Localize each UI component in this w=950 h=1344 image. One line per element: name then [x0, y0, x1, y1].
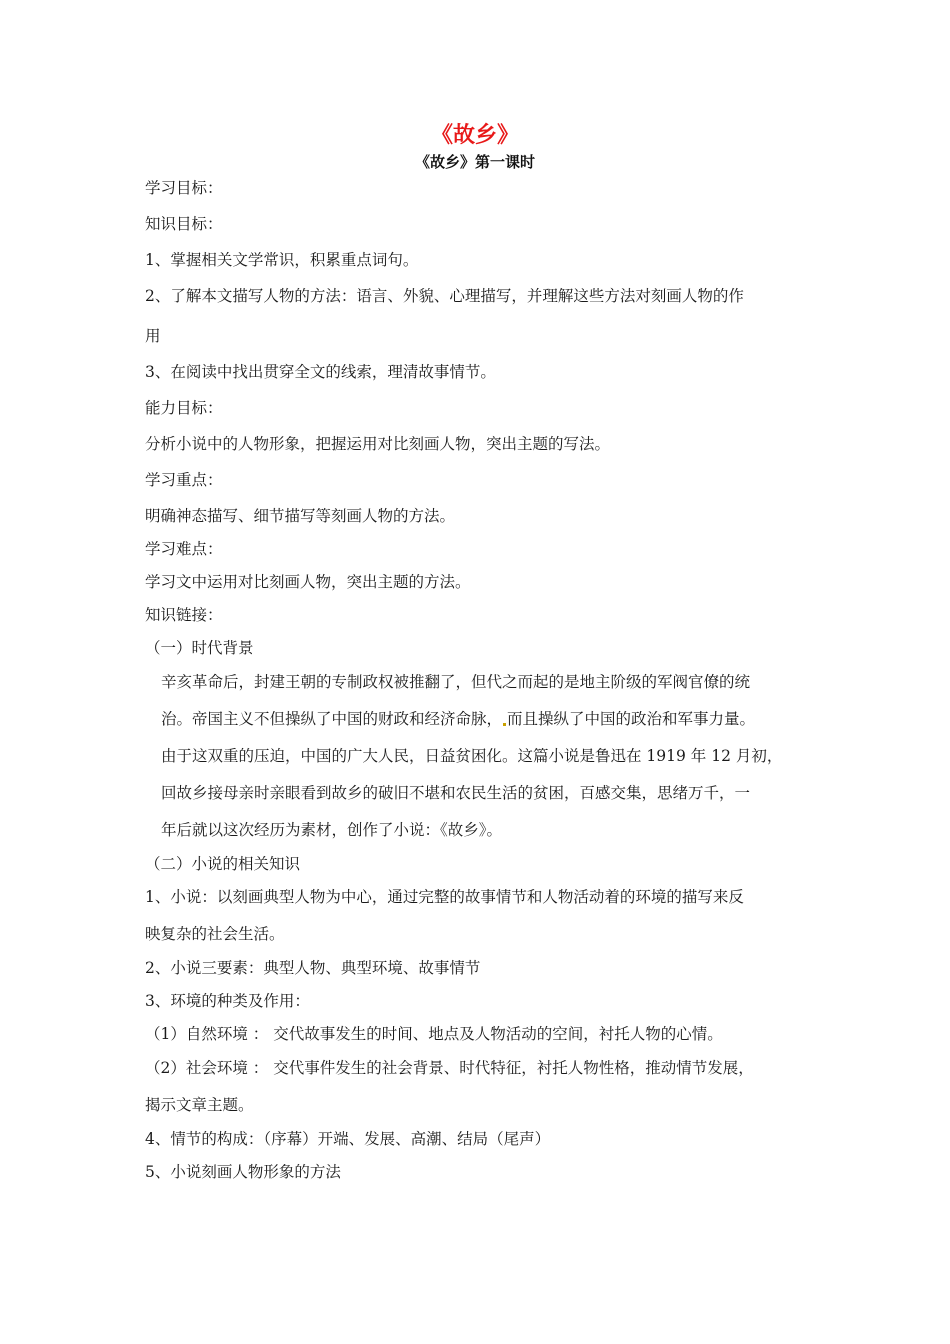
knowledge-goal-1: 1、掌握相关文学常识，积累重点词句。	[145, 251, 419, 269]
background-para-line-2	[161, 708, 755, 730]
section-novel-knowledge: （二）小说的相关知识	[145, 855, 301, 873]
heading-ability-goals: 能力目标：	[145, 399, 223, 417]
section-era-background: （一）时代背景	[145, 639, 254, 657]
background-para-line-2a: 治。帝国主义不但操纵了中国的财政和经济命脉，	[161, 710, 503, 728]
background-para-line-4: 回故乡接母亲时亲眼看到故乡的破旧不堪和农民生活的贫困，百感交集，思绪万千，一	[161, 784, 751, 802]
novel-definition: 1、小说：以刻画典型人物为中心，通过完整的故事情节和人物活动着的环境的描写来反	[145, 888, 744, 906]
character-methods: 5、小说刻画人物形象的方法	[145, 1163, 341, 1181]
natural-environment: （1）自然环境 ： 交代故事发生的时间、地点及人物活动的空间，衬托人物的心情。	[145, 1025, 723, 1043]
ability-goal-text: 分析小说中的人物形象，把握运用对比刻画人物，突出主题的写法。	[145, 435, 611, 453]
environment-types: 3、环境的种类及作用：	[145, 992, 310, 1010]
heading-knowledge-goals: 知识目标：	[145, 215, 223, 233]
difficulties-text: 学习文中运用对比刻画人物，突出主题的方法。	[145, 573, 471, 591]
heading-difficulties: 学习难点：	[145, 540, 223, 558]
document-subtitle: 《故乡》第一课时	[414, 153, 535, 171]
heading-key-points: 学习重点：	[145, 471, 223, 489]
document-title: 《故乡》	[430, 123, 519, 148]
heading-learning-goals: 学习目标：	[145, 179, 223, 197]
plot-structure: 4、情节的构成：（序幕）开端、发展、高潮、结局（尾声）	[145, 1130, 551, 1148]
novel-definition-cont: 映复杂的社会生活。	[145, 925, 285, 943]
mark-dot	[503, 723, 506, 726]
social-environment: （2）社会环境 ： 交代事件发生的社会背景、时代特征，衬托人物性格，推动情节发展，	[145, 1059, 754, 1077]
knowledge-goal-2-cont: 用	[145, 327, 161, 345]
novel-three-elements: 2、小说三要素：典型人物、典型环境、故事情节	[145, 959, 481, 977]
social-environment-cont: 揭示文章主题。	[145, 1096, 254, 1114]
knowledge-goal-2: 2、了解本文描写人物的方法：语言、外貌、心理描写，并理解这些方法对刻画人物的作	[145, 287, 744, 305]
heading-knowledge-links: 知识链接：	[145, 606, 223, 624]
background-para-line-5: 年后就以这次经历为素材，创作了小说：《故乡》。	[161, 821, 503, 839]
knowledge-goal-3: 3、在阅读中找出贯穿全文的线索，理清故事情节。	[145, 363, 496, 381]
background-para-line-1: 辛亥革命后，封建王朝的专制政权被推翻了，但代之而起的是地主阶级的军阀官僚的统	[161, 673, 751, 691]
background-para-line-3: 由于这双重的压迫，中国的广大人民，日益贫困化。这篇小说是鲁迅在 1919 年 12 月初，	[161, 747, 783, 765]
key-points-text: 明确神态描写、细节描写等刻画人物的方法。	[145, 507, 456, 525]
background-para-line-2b: 而且操纵了中国的政治和军事力量。	[507, 710, 756, 728]
